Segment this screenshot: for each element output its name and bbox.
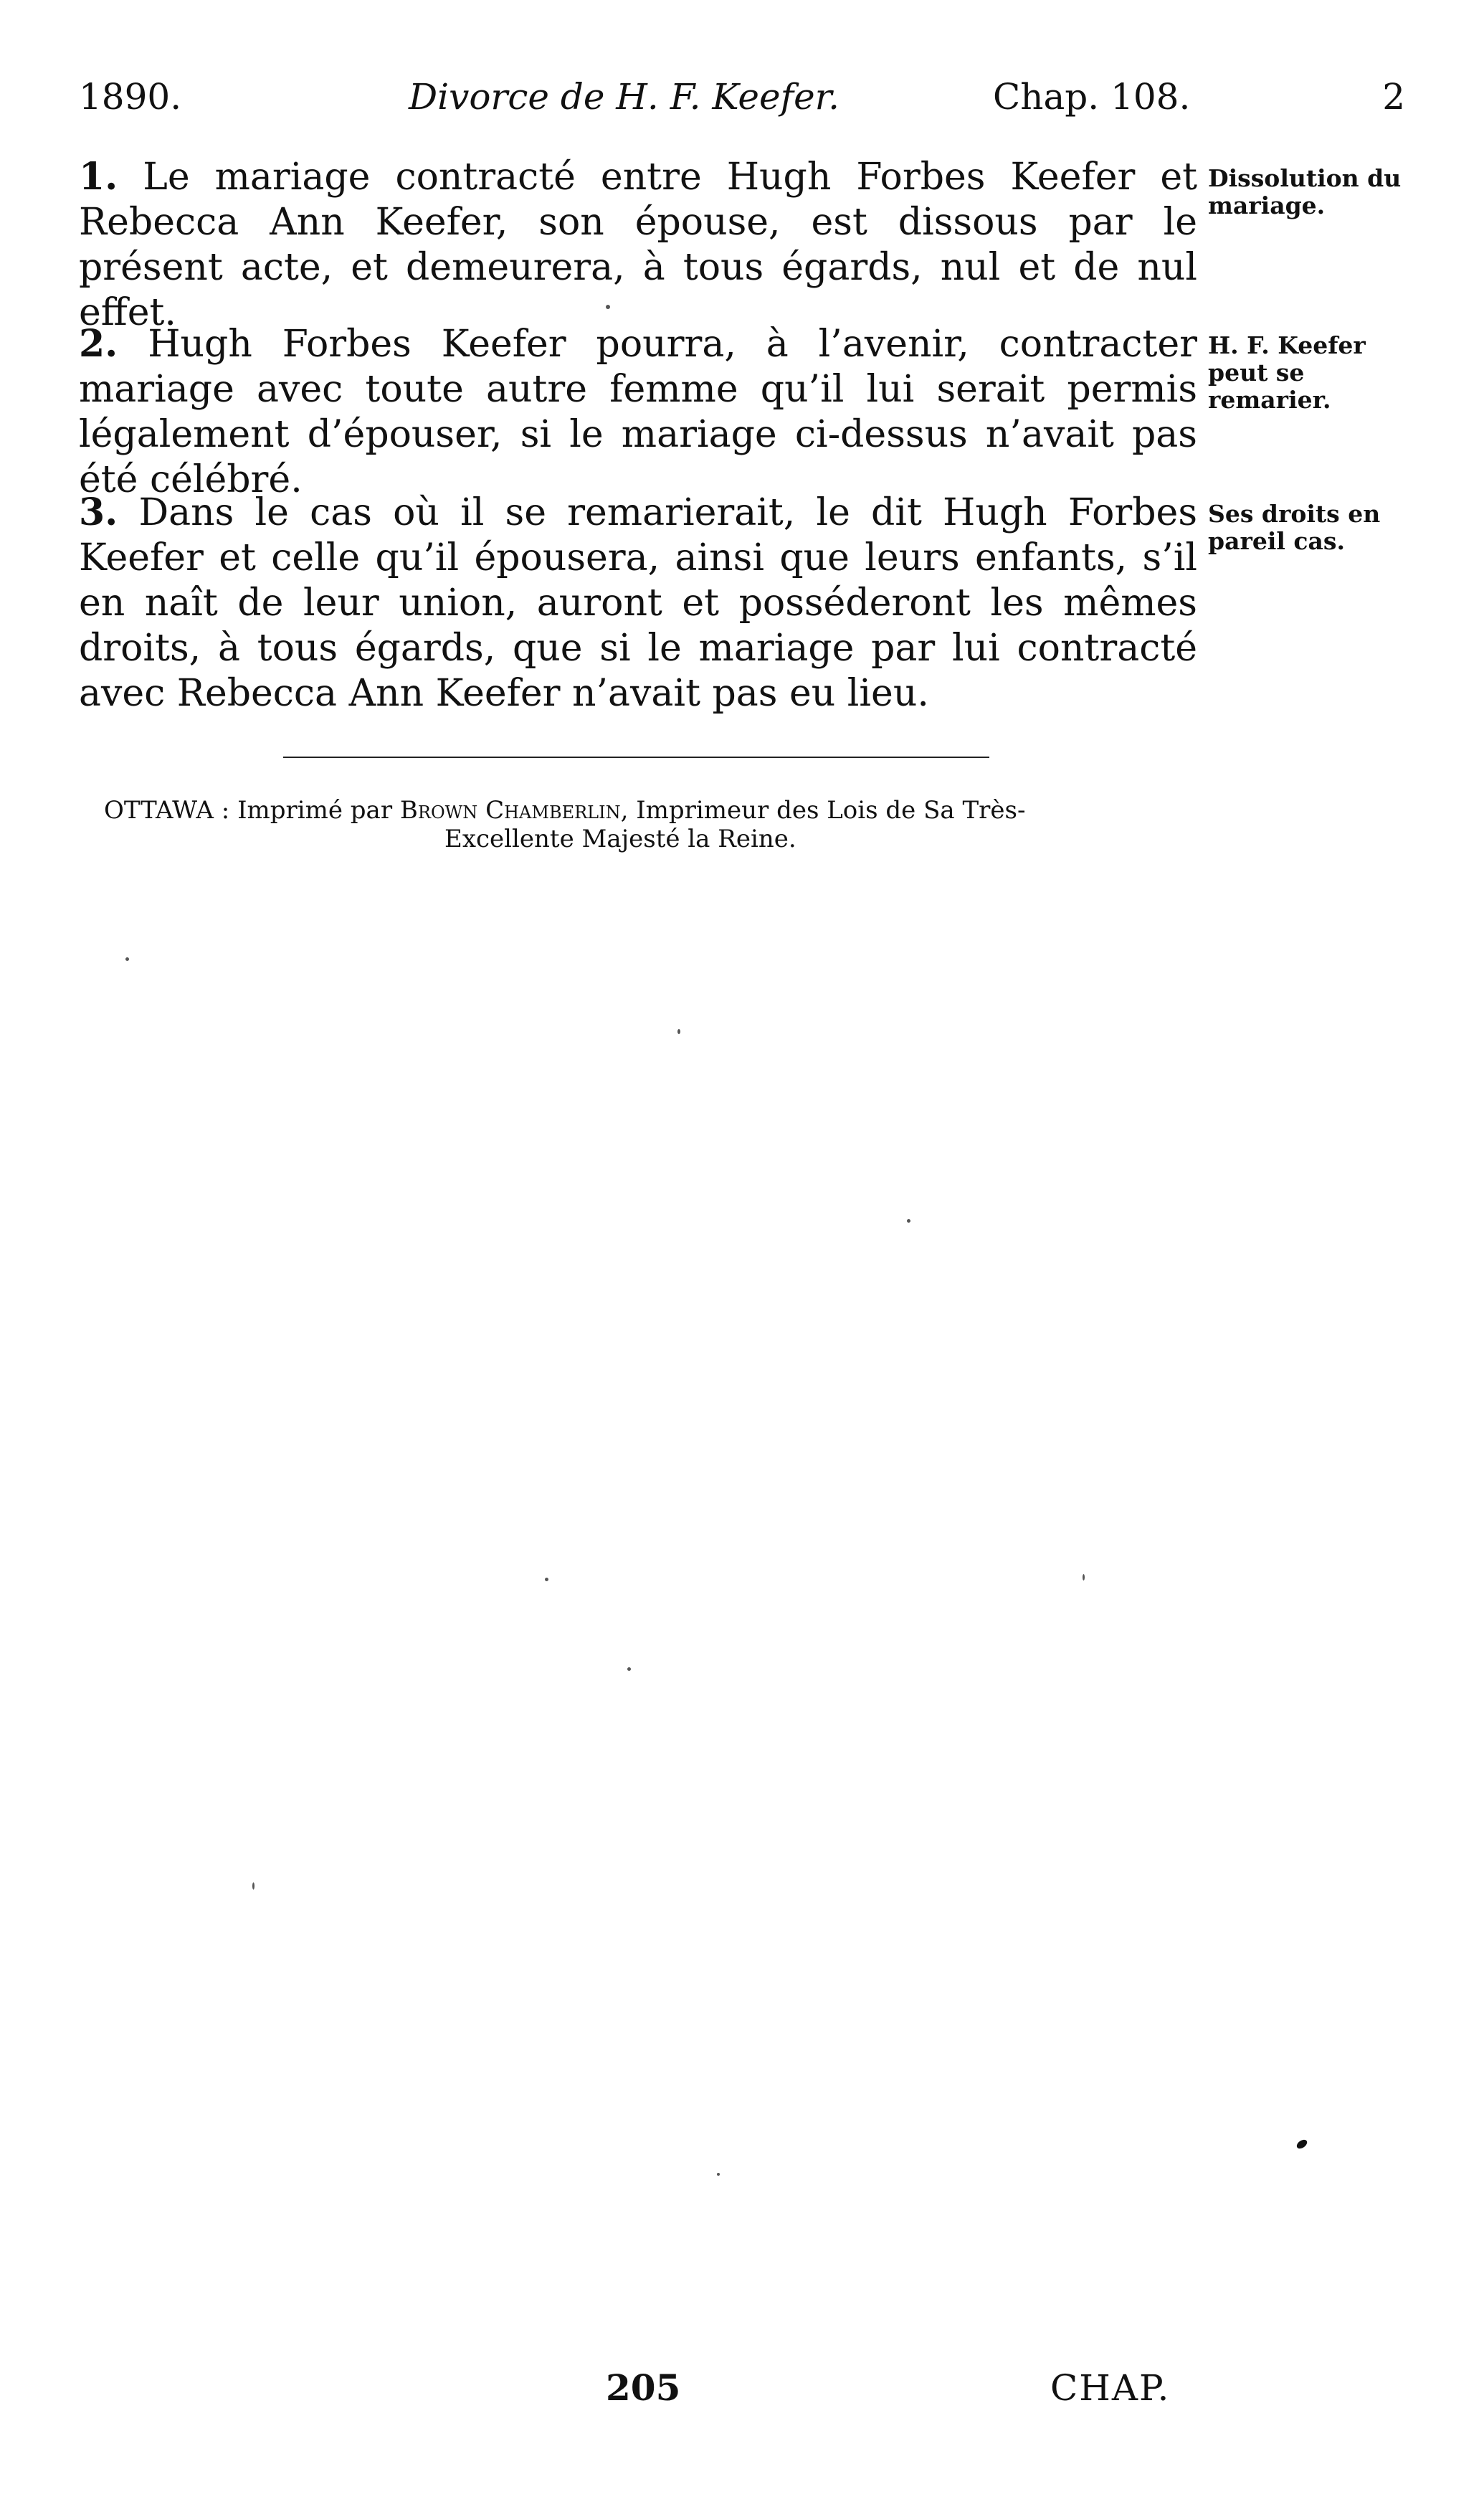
header-page-marker: 2 [1382,76,1405,118]
footer-catchword: CHAP. [1050,2367,1171,2409]
scan-speck [717,2173,720,2176]
section-1 [79,154,1197,336]
margin-note-2: H. F. Keefer peut se remarier. [1208,331,1366,414]
imprint-printer: Brown Chamberlin [399,796,621,825]
scan-speck [545,1578,548,1581]
scan-speck [907,1219,910,1223]
separator-rule [283,757,989,758]
margin-note-3: Ses droits en pareil cas. [1208,500,1381,555]
margin-note-1: Dissolution du mariage. [1208,164,1402,219]
footer-page-number: 205 [606,2366,681,2409]
section-2 [79,321,1197,503]
header-year: 1890. [79,76,182,118]
section-text: Le mariage contracté entre Hugh Forbes Keefer et Rebecca Ann Keefer, son épouse, est dissous par le présent acte, et demeurera, à tous égards, nul et de nul effet. [79,156,1198,334]
imprint [104,796,1251,853]
scan-speck [1083,1574,1085,1581]
scan-speck [677,1029,680,1034]
section-3 [79,490,1197,716]
running-header [79,72,1405,122]
imprint-printed-by: Imprimé par [237,796,400,825]
imprint-line1-rest: , Imprimeur des Lois de Sa Très- [620,796,1026,825]
section-number: 1. [79,155,118,199]
scan-speck [627,1667,631,1671]
header-title: Divorce de H. F. Keefer. [409,76,839,118]
imprint-line2: Excellente Majesté la Reine. [444,825,796,853]
scan-speck [606,305,610,309]
scan-speck [125,957,129,961]
imprint-separator: : [213,796,238,825]
section-number: 3. [79,491,118,534]
scan-speck [1295,2138,1309,2150]
section-text: Dans le cas où il se remarierait, le dit Hugh Forbes Keefer et celle qu’il épousera, ainsi que leurs enfants, s’il en naît de leur union, auront et posséderont les mêmes droits, à tous égards, que si le mariage par lui contracté avec Rebecca Ann Keefer n’avait pas eu lieu. [79,491,1197,715]
section-number: 2. [79,322,118,366]
section-text: Hugh Forbes Keefer pourra, à l’avenir, contracter mariage avec toute autre femme qu’il lui serait permis légalement d’épouser, si le mariage ci-dessus n’avait pas été célébré. [79,323,1198,501]
header-chapter: Chap. 108. [993,76,1191,118]
imprint-place: OTTAWA [104,796,214,825]
scan-speck [252,1882,255,1890]
